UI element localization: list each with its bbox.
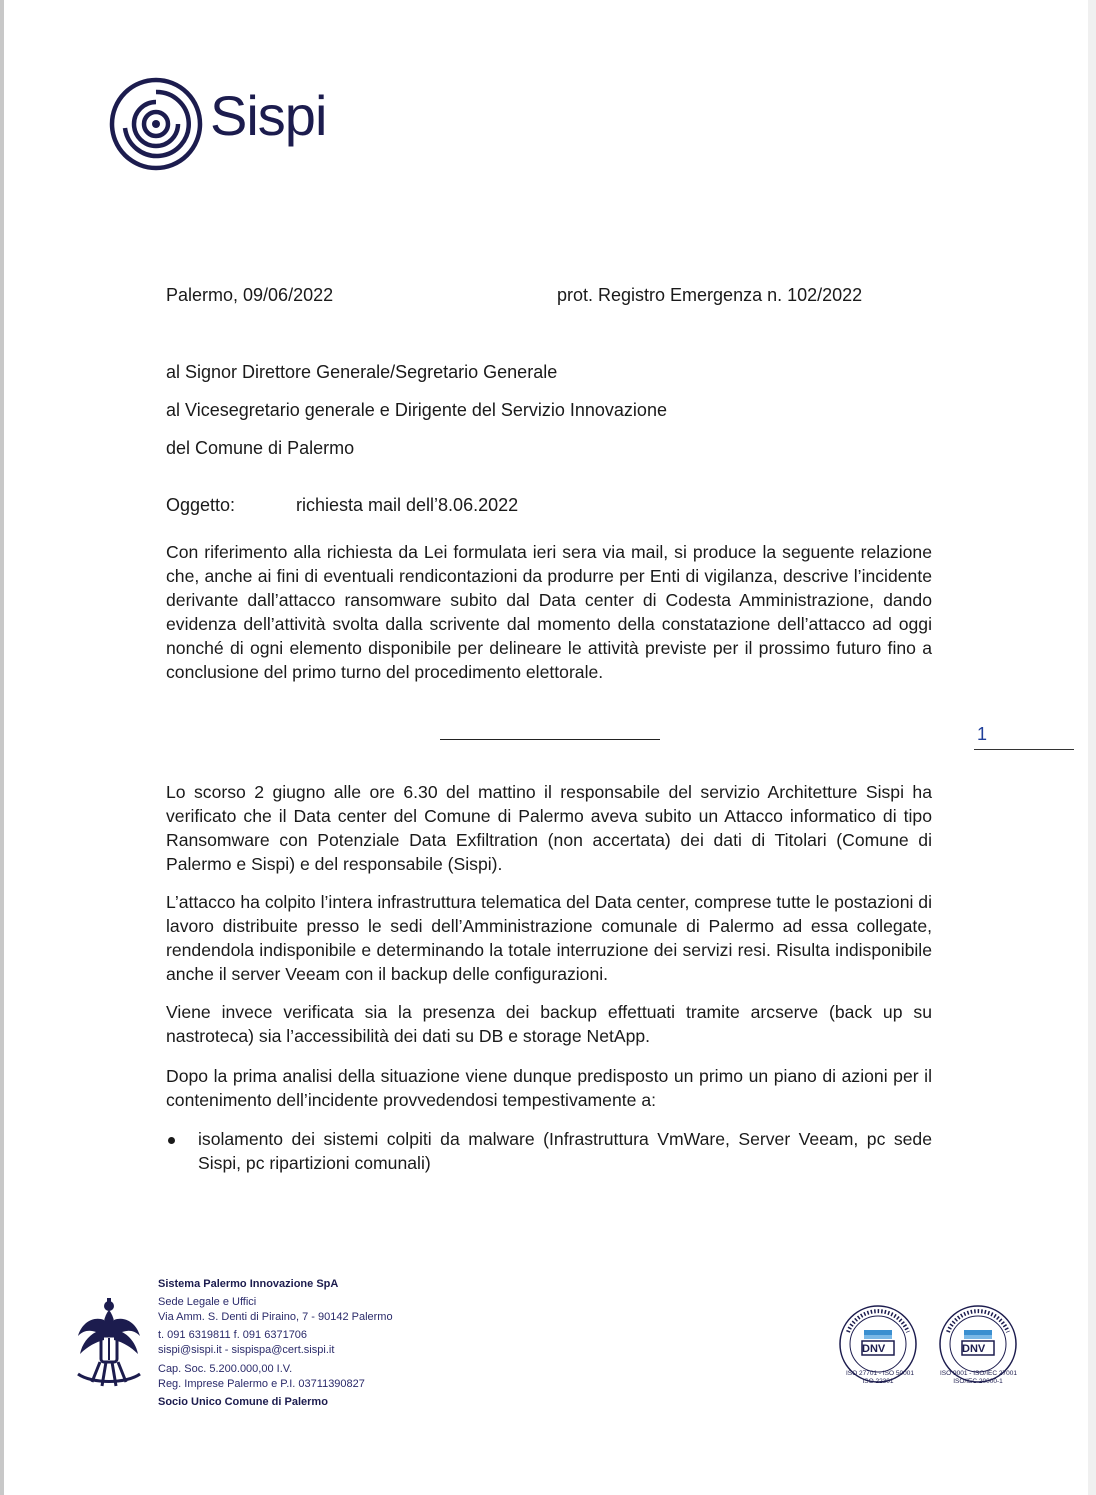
subject-text: richiesta mail dell’8.06.2022 bbox=[296, 495, 519, 515]
addressee-line: al Signor Direttore Generale/Segretario Generale bbox=[166, 362, 558, 382]
bullet-item: isolamento dei sistemi colpiti da malware (Infrastruttura VmWare, Server Veeam, pc sede Sispi, pc ripartizioni comunali) bbox=[198, 1129, 932, 1173]
page-edge-right bbox=[1088, 0, 1096, 1495]
body-paragraph: Lo scorso 2 giugno alle ore 6.30 del mattino il responsabile del servizio Architetture Sispi ha verificato che il Data center del Comune di Palermo aveva subito un Attacco informatico di tipo Ransomware con Potenziale Data Exfiltration (non accertata) dei dati di Titolari (Comune di Palermo e Sispi) e del responsabile (Sispi). bbox=[166, 782, 932, 874]
protocol-number: prot. Registro Emergenza n. 102/2022 bbox=[557, 285, 863, 305]
bullet-icon bbox=[168, 1137, 175, 1144]
cert-brand: DNV bbox=[862, 1343, 886, 1355]
section-divider bbox=[440, 739, 660, 740]
spiral-logo-icon bbox=[108, 76, 208, 172]
cert-brand: DNV bbox=[962, 1343, 986, 1355]
footer-phone: t. 091 6319811 f. 091 6371706 bbox=[158, 1329, 308, 1341]
intro-paragraph: Con riferimento alla richiesta da Lei formulata ieri sera via mail, si produce la seguente relazione che, anche ai fini di eventuali rendicontazioni da produrre per Enti di vigilanza, descrive l’incidente derivante dall’attacco ransomware subito dal Data center di Codesta Amministrazione, dando evidenza dell’attività svolta dalla scrivente dal momento della constatazione dell’attacco ad oggi nonché di ogni elemento disponibile per delineare le attività previste per il prossimo futuro fino a conclusione del primo turno del procedimento elettorale. bbox=[166, 542, 932, 682]
cert-code: ISO 27701 - ISO 50001 bbox=[846, 1370, 914, 1377]
footer-line: Sede Legale e Uffici bbox=[158, 1296, 257, 1308]
palermo-eagle-emblem-icon bbox=[74, 1296, 144, 1392]
footer-email: sispi@sispi.it - sispispa@cert.sispi.it bbox=[158, 1344, 335, 1356]
letter-date: Palermo, 09/06/2022 bbox=[166, 285, 334, 305]
footer-registry: Reg. Imprese Palermo e P.I. 03711390827 bbox=[158, 1378, 365, 1390]
cert-code: ISO 9001 - ISO/IEC 27001 bbox=[940, 1370, 1017, 1377]
footer-owner: Socio Unico Comune di Palermo bbox=[158, 1396, 328, 1408]
sispi-logo bbox=[108, 76, 348, 172]
logo-wordmark: Sispi bbox=[210, 84, 327, 147]
company-name: Sistema Palermo Innovazione SpA bbox=[158, 1278, 339, 1290]
page-number-underline bbox=[974, 749, 1074, 750]
addressee-line: al Vicesegretario generale e Dirigente del Servizio Innovazione bbox=[166, 400, 667, 420]
footer-capital: Cap. Soc. 5.200.000,00 I.V. bbox=[158, 1363, 293, 1375]
footer-address: Via Amm. S. Denti di Piraino, 7 - 90142 Palermo bbox=[158, 1311, 393, 1323]
cert-code: ISO/IEC 20000-1 bbox=[953, 1378, 1003, 1385]
body-paragraph: Dopo la prima analisi della situazione viene dunque predisposto un primo un piano di azioni per il contenimento dell’incidente provvedendosi tempestivamente a: bbox=[166, 1066, 932, 1110]
body-paragraph: Viene invece verificata sia la presenza dei backup effettuati tramite arcserve (back up su nastroteca) sia l’accessibilità dei dati su DB e storage NetApp. bbox=[166, 1002, 932, 1046]
addressee-line: del Comune di Palermo bbox=[166, 438, 355, 458]
body-paragraph: L’attacco ha colpito l’intera infrastruttura telematica del Data center, comprese tutte le postazioni di lavoro distribuite presso le sedi dell’Amministrazione comunale di Palermo ad essa collegate, rendendola indisponibile e determinando la totale interruzione dei servizi resi. Risulta indisponibile anche il server Veeam con il backup delle configurazioni. bbox=[166, 892, 932, 984]
subject-label: Oggetto: bbox=[166, 495, 236, 515]
cert-code: ISO 22301 bbox=[862, 1378, 894, 1385]
page-edge bbox=[0, 0, 4, 1495]
page-number: 1 bbox=[977, 724, 988, 744]
